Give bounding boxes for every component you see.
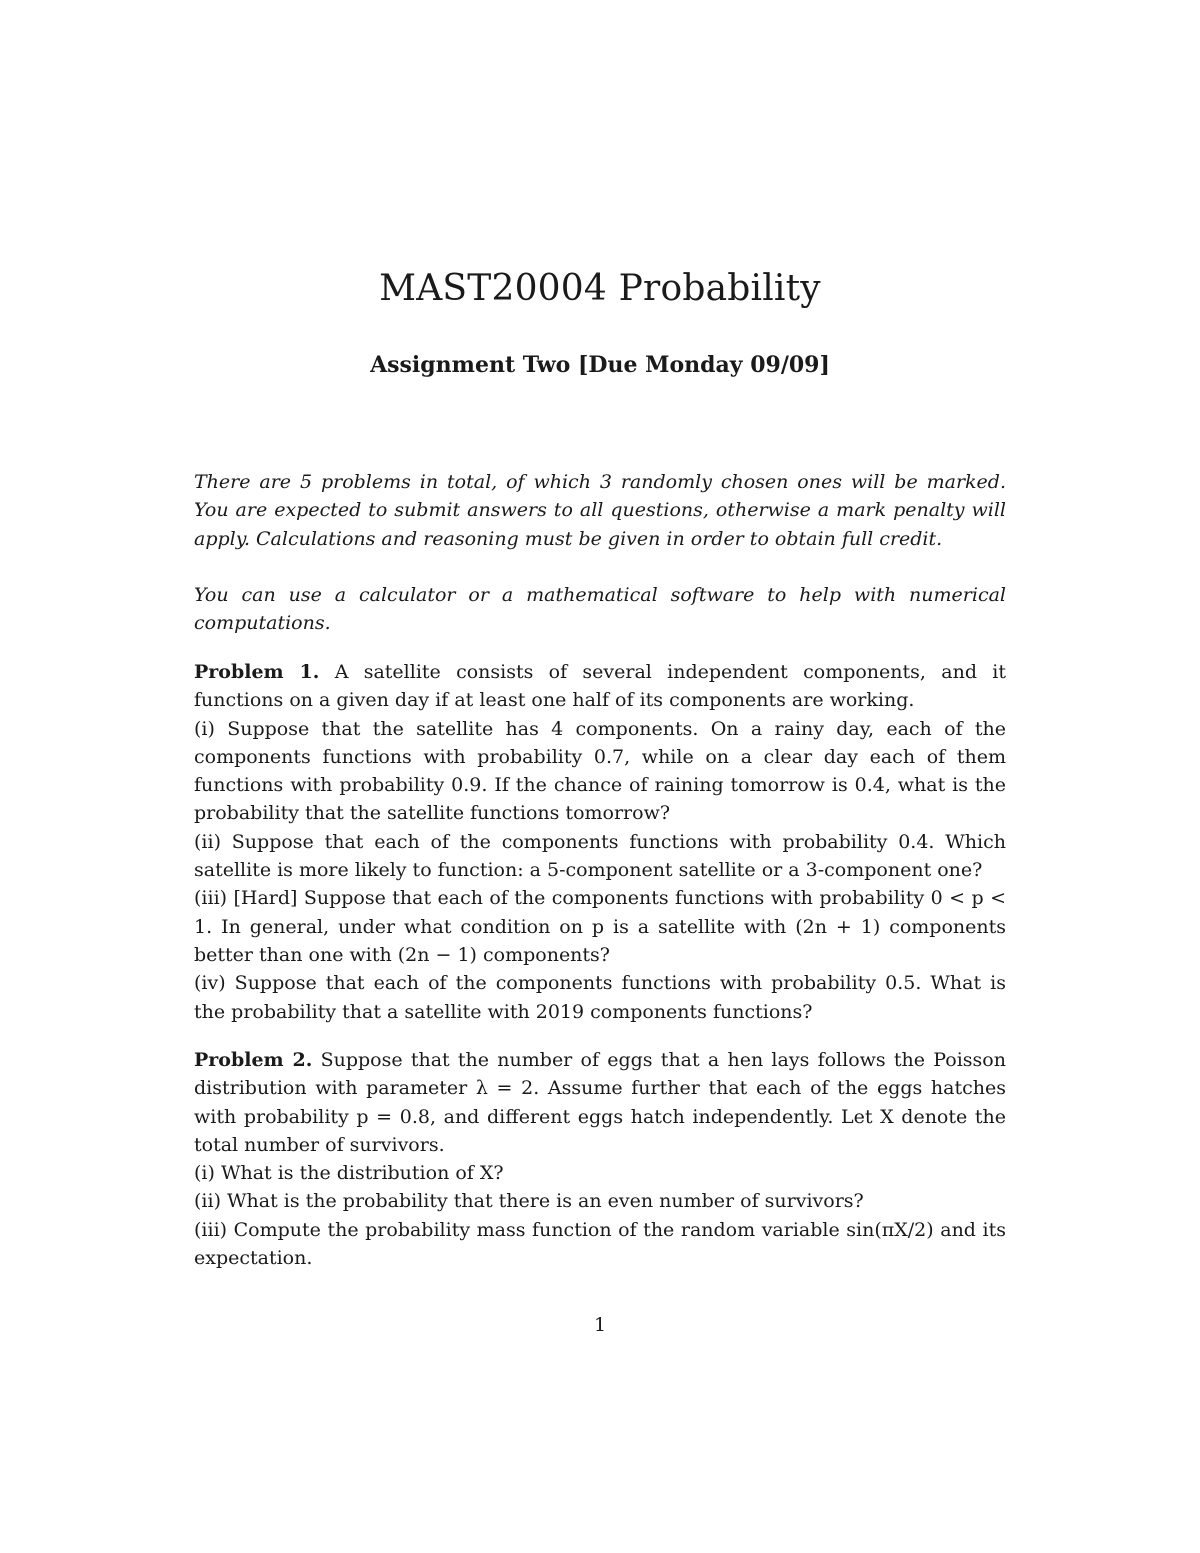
problem-1-part-i: (i) Suppose that the satellite has 4 components. On a rainy day, each of the components functions with probability 0.7, while on a clear day each of them functions with probability 0.9. If the chance of raining tomorrow is 0.4, what is the probability that the satellite functions tomorrow?	[194, 717, 1006, 825]
problem-1-text: A satellite consists of several independent components, and it functions on a given day if at least one half of its components are working.	[194, 661, 1006, 712]
problem-1-part-iv: (iv) Suppose that each of the components functions with probability 0.5. What is the probability that a satellite with 2019 components functions?	[194, 972, 1006, 1023]
problem-2	[194, 1046, 1006, 1272]
problem-2-statement	[194, 1046, 1006, 1159]
problem-2-part-iii: (iii) Compute the probability mass function of the random variable sin(πX/2) and its expectation.	[194, 1218, 1006, 1270]
problem-1-part-ii: (ii) Suppose that each of the components functions with probability 0.4. Which satellite is more likely to function: a 5-component satellite or a 3-component one?	[194, 830, 1006, 882]
problem-1-statement	[194, 658, 1006, 715]
problem-1-part-iii: (iii) [Hard] Suppose that each of the components functions with probability 0 < p < 1. In general, under what condition on p is a satellite with (2n + 1) components better than one with (2n − 1) components?	[194, 887, 1006, 966]
instructions-paragraph: There are 5 problems in total, of which 3 randomly chosen ones will be marked. You are expected to submit answers to all questions, otherwise a mark penalty will apply. Calculations and reasoning must be given in order to obtain full credit.	[194, 471, 1006, 550]
problem-2-label: Problem 2.	[194, 1049, 313, 1071]
problem-2-part-i: (i) What is the distribution of X?	[194, 1162, 504, 1185]
instructions-paragraph: You can use a calculator or a mathematical software to help with numerical computations.	[194, 583, 1006, 635]
instructions	[194, 468, 1006, 665]
document-subtitle: Assignment Two [Due Monday 09/09]	[370, 352, 830, 378]
problem-2-text: Suppose that the number of eggs that a hen lays follows the Poisson distribution with parameter λ = 2. Assume further that each of the eggs hatches with probability p = 0.8, and different eggs hatch independently. Let X denote the total number of survivors.	[194, 1049, 1006, 1156]
problem-1	[194, 658, 1006, 1026]
problem-2-part-ii: (ii) What is the probability that there is an even number of survivors?	[194, 1190, 864, 1213]
problem-1-label: Problem 1.	[194, 661, 320, 683]
document-title: MAST20004 Probability	[379, 268, 821, 309]
page-number: 1	[593, 1314, 607, 1336]
